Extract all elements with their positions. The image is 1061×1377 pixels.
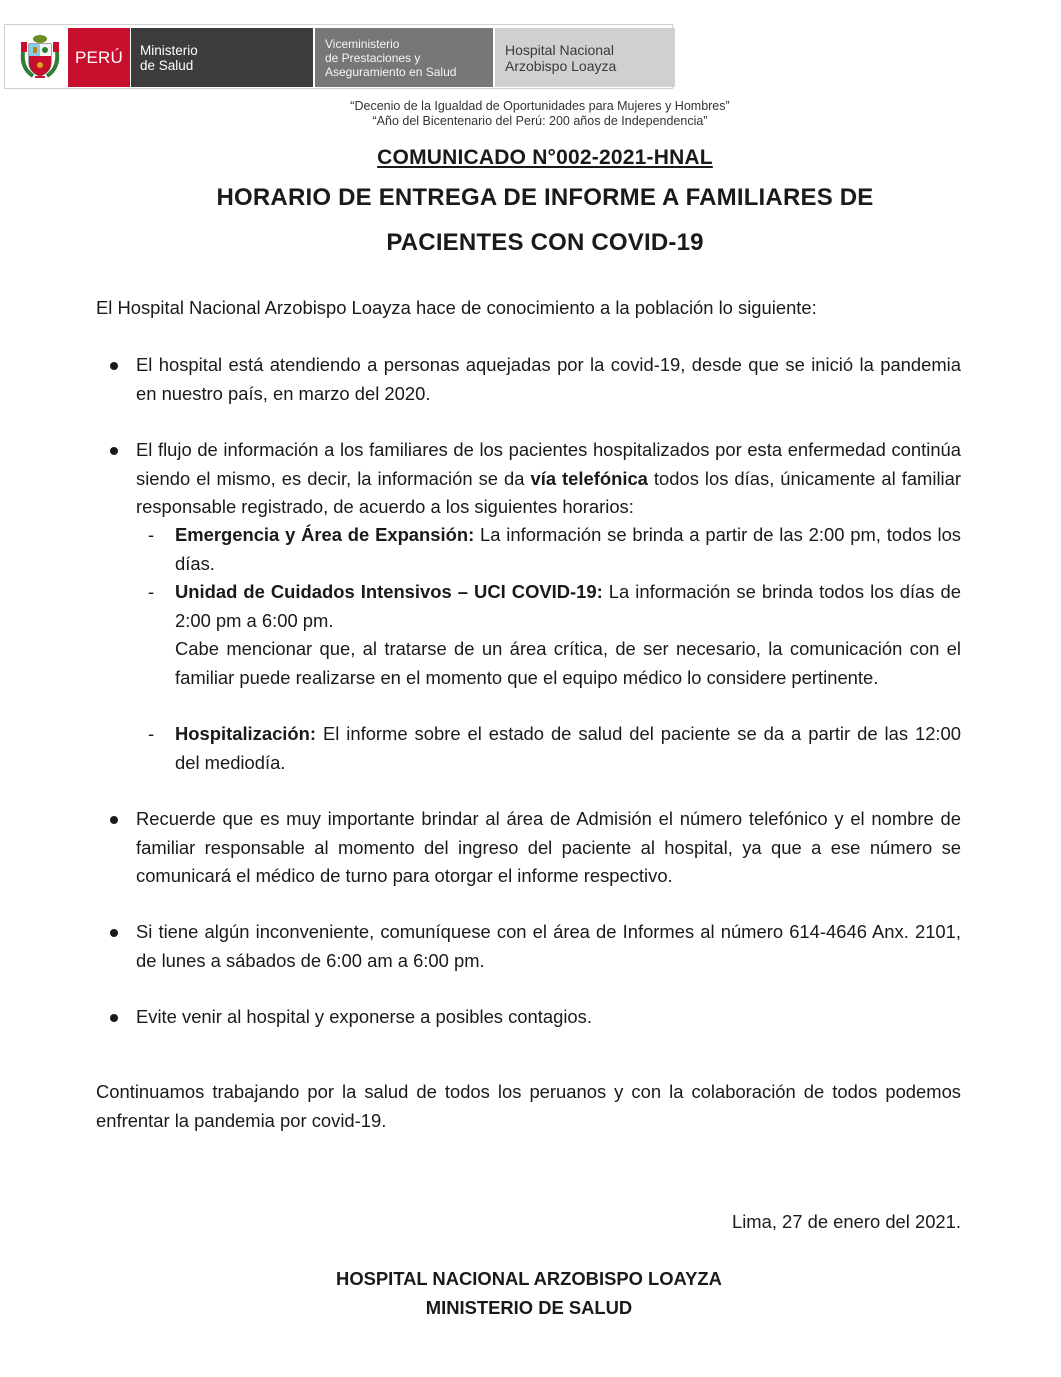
ministry-label [131,28,313,87]
schedule-item-uci [148,578,961,692]
vice-ministry-line: Viceministerio [325,36,400,51]
motto-year: “Año del Bicentenario del Perú: 200 años de Independencia” [372,114,708,128]
schedule-area: Hospitalización: [175,723,317,744]
bullet-text: Si tiene algún inconveniente, comuníquese con el área de Informes al número 614-4646 Anx. 2101, de lunes a sábados de 6:00 am a 6:00 pm. [136,921,961,971]
bullet-text: Recuerde que es muy importante brindar al área de Admisión el número telefónico y el nombre de familiar responsable al momento del ingreso del paciente al hospital, ya que a ese número se comunicará el médico de turno para otorgar el informe respectivo. [136,808,961,886]
schedule-note: Cabe mencionar que, al tratarse de un área crítica, de ser necesario, la comunicación con el familiar puede realizarse en el momento que el equipo médico lo considere pertinente. [175,638,961,688]
ministry-line: Ministerio [140,42,198,58]
vice-ministry-line: Aseguramiento en Salud [325,64,457,79]
signature-institution: HOSPITAL NACIONAL ARZOBISPO LOAYZA [336,1268,722,1289]
bullet-text: Evite venir al hospital y exponerse a posibles contagios. [136,1006,592,1027]
communique-code: COMUNICADO N°002-2021-HNAL [377,146,713,169]
schedule-area: Emergencia y Área de Expansión: [175,524,475,545]
bullet-item [110,436,961,522]
dash-marker: - [148,723,155,744]
closing-paragraph: Continuamos trabajando por la salud de todos los peruanos y con la colaboración de todos podemos enfrentar la pandemia por covid-19. [96,1081,961,1131]
bullet-text-emphasis: vía telefónica [530,467,648,489]
bullet-item [110,1003,961,1032]
document-title: PACIENTES CON COVID-19 [386,229,704,256]
schedule-detail: La información se brinda a partir de las 2:00 pm, todos los días. [175,524,961,574]
bullet-icon [110,362,118,370]
bullet-item [110,918,961,975]
schedule-text [175,720,961,777]
bullet-text: El hospital está atendiendo a personas aquejadas por la covid-19, desde que se inició la pandemia en nuestro país, en marzo del 2020. [136,354,961,404]
schedule-item-emergency [148,521,961,578]
bullet-icon [110,447,118,455]
bullet-icon [110,929,118,937]
peru-label: PERÚ [68,28,130,87]
document-title: HORARIO DE ENTREGA DE INFORME A FAMILIARES DE [216,184,874,211]
dash-marker: - [148,581,155,602]
vice-ministry-label [315,28,493,87]
document-date: Lima, 27 de enero del 2021. [731,1211,961,1232]
dash-marker: - [148,524,155,545]
schedule-area: Unidad de Cuidados Intensivos – UCI COVID-19: [175,581,603,602]
bullet-item [110,351,961,408]
bullet-text [136,436,961,522]
bullet-icon [110,816,118,824]
intro-paragraph: El Hospital Nacional Arzobispo Loayza hace de conocimiento a la población lo siguiente: [96,297,817,318]
hospital-line: Arzobispo Loayza [505,57,617,74]
schedule-item-hospitalization [148,720,961,777]
bullet-text-part: El flujo de información a los familiares de los pacientes hospitalizados por esta enfermedad continúa siendo el mismo, es decir, la información se da [136,439,961,489]
schedule-detail: El informe sobre el estado de salud del paciente se da a partir de las 12:00 del mediodía. [175,723,961,773]
schedule-text [175,578,961,635]
hospital-line: Hospital Nacional [505,41,614,58]
hospital-label [495,28,675,87]
bullet-text-part: todos los días, únicamente al familiar responsable registrado, de acuerdo a los siguientes horarios: [136,467,961,517]
signature-ministry: MINISTERIO DE SALUD [425,1297,633,1318]
bullet-item [110,805,961,891]
peru-coat-of-arms-icon [15,32,65,82]
bullet-icon [110,1014,118,1022]
schedule-detail: La información se brinda todos los días de 2:00 pm a 6:00 pm. [175,581,961,631]
institution-header [4,24,673,89]
ministry-line: de Salud [140,57,194,73]
schedule-text [175,521,961,578]
motto-decade: “Decenio de la Igualdad de Oportunidades para Mujeres y Hombres” [350,99,730,113]
vice-ministry-line: de Prestaciones y [325,50,421,65]
